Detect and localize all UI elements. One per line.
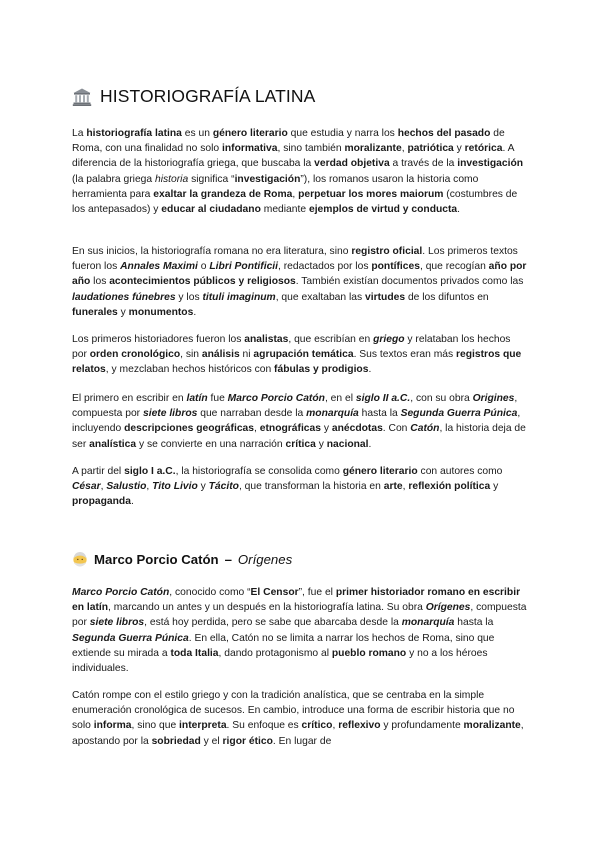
text-run: . Sus textos eran más <box>353 349 457 361</box>
emphasis-text: siete libros <box>142 408 198 420</box>
title-text: HISTORIOGRAFÍA LATINA <box>100 86 316 106</box>
text-run: , <box>100 481 107 493</box>
text-run: . <box>193 306 197 318</box>
emphasis-text: registro oficial <box>351 246 423 257</box>
emphasis-text: virtudes <box>365 291 406 303</box>
classical-building-icon <box>72 87 92 107</box>
text-run: y no a los héroes individuales. <box>72 647 488 675</box>
emphasis-text: siete libros <box>89 617 145 629</box>
emphasis-text: nacional <box>326 438 369 450</box>
text-run: , que escribían en <box>288 334 374 345</box>
text-run: y relataban los hechos por <box>72 334 511 361</box>
text-run: los <box>90 276 110 288</box>
emphasis-text: monarquía <box>306 408 359 420</box>
text-run: , sin <box>180 349 202 361</box>
emphasis-text: año por año <box>72 261 527 288</box>
text-run: y <box>320 423 332 435</box>
text-run: ”, fue el <box>298 587 336 598</box>
text-run: es un <box>181 128 213 139</box>
text-run: En sus inicios, la historiografía romana no era literatura, sino <box>72 246 352 257</box>
section-work: Orígenes <box>237 551 293 567</box>
emphasis-text: interpreta <box>179 720 227 732</box>
text-run: , en el <box>324 393 356 404</box>
section-dash: – <box>224 551 232 567</box>
emphasis-text: César <box>72 481 101 493</box>
emphasis-text: rigor ético <box>222 735 273 747</box>
emphasis-text: reflexión política <box>408 481 491 493</box>
emphasis-text: arte <box>383 481 403 493</box>
text-run: , marcando un antes y un después en la historiografía latina. Su obra <box>108 602 426 614</box>
text-run: y profundamente <box>380 720 464 732</box>
emphasis-text: latín <box>186 393 208 404</box>
text-run: , la historia deja de ser <box>72 423 526 450</box>
text-run: , apostando por la <box>72 720 524 747</box>
text-run: ”), los romanos usaron la historia como herramienta para <box>72 173 479 200</box>
emphasis-text: género literario <box>342 466 418 477</box>
emphasis-text: moralizante <box>344 143 402 155</box>
emphasis-text: propaganda <box>72 496 131 508</box>
emphasis-text: acontecimientos públicos y religiosos <box>109 276 296 288</box>
emphasis-text: El Censor <box>250 587 299 598</box>
text-run: . En ella, Catón no se limita a narrar los hechos de Roma, sino que extiende su mirada a <box>72 632 495 659</box>
text-run: , <box>332 720 339 732</box>
section-name: Marco Porcio Catón <box>94 551 219 567</box>
text-run: de los difuntos en <box>405 291 489 303</box>
paragraph-analysts <box>72 332 528 378</box>
emphasis-text: siglo I a.C. <box>124 466 176 477</box>
emphasis-text: etnográficas <box>259 423 321 435</box>
text-run: . A diferencia de la historiografía griega, que buscaba la <box>72 143 514 170</box>
text-run: de Roma, con una finalidad no solo <box>72 128 505 155</box>
emphasis-text: pontífices <box>371 261 420 273</box>
text-run: . Los primeros textos fueron los <box>72 246 518 273</box>
text-run: y se convierte en una narración <box>136 438 286 450</box>
emphasis-text: informativa <box>221 143 278 155</box>
text-run: que estudia y narra los <box>287 128 398 139</box>
text-run: . <box>368 364 372 376</box>
text-run: , que recogían <box>419 261 489 273</box>
text-run: , sino que <box>131 720 180 732</box>
emphasis-text: investigación <box>234 173 301 185</box>
text-run: , compuesta por <box>72 602 527 629</box>
text-run: significa “ <box>188 173 235 185</box>
emphasis-text: Orígenes <box>425 602 471 614</box>
text-run: , compuesta por <box>72 393 518 420</box>
emphasis-text: sobriedad <box>151 735 201 747</box>
emphasis-text: tituli imaginum <box>202 291 276 303</box>
emphasis-text: retórica <box>464 143 503 155</box>
text-run: A partir del <box>72 466 125 477</box>
emphasis-text: género literario <box>212 128 288 139</box>
emphasis-text: crítico <box>301 720 333 732</box>
emphasis-text: perpetuar los mores maiorum <box>298 188 444 200</box>
text-run: ni <box>239 349 254 361</box>
text-run: . <box>457 204 461 216</box>
text-run: , redactados por los <box>278 261 372 273</box>
paragraph-caton-bio <box>72 585 528 676</box>
emphasis-text: monarquía <box>401 617 455 629</box>
text-run: , <box>146 481 153 493</box>
paragraph-intro <box>72 126 528 217</box>
text-run: , que exaltaban las <box>275 291 366 303</box>
text-run: hasta la <box>454 617 494 629</box>
emphasis-text: toda Italia <box>170 647 219 659</box>
text-run: , <box>254 423 260 435</box>
text-run: y <box>490 481 499 493</box>
emphasis-text: Tito Livio <box>152 481 198 493</box>
emphasis-text: Segunda Guerra Púnica <box>400 408 518 420</box>
text-run: , con su obra <box>410 393 473 404</box>
emphasis-text: ejemplos de virtud y conducta <box>308 204 458 216</box>
text-run: . También existían documentos privados como las <box>295 276 524 288</box>
emphasis-text: reflexivo <box>338 720 381 732</box>
emphasis-text: informa <box>93 720 132 732</box>
emphasis-text: fábulas y prodigios <box>274 364 369 376</box>
text-run: Los primeros historiadores fueron los <box>72 334 245 345</box>
emphasis-text: agrupación temática <box>253 349 354 361</box>
paragraph-origins <box>72 244 528 320</box>
text-run: . <box>130 496 134 508</box>
emphasis-text: anécdotas <box>331 423 383 435</box>
emphasis-text: educar al ciudadano <box>161 204 261 216</box>
text-run: . Con <box>382 423 411 435</box>
text-run: La <box>72 128 87 139</box>
emphasis-text: Marco Porcio Catón <box>227 393 325 404</box>
text-run: o <box>197 261 210 273</box>
emphasis-text: verdad objetiva <box>314 158 390 170</box>
text-run: a través de la <box>389 158 458 170</box>
emphasis-text: Marco Porcio Catón <box>72 587 170 598</box>
text-run: , está hoy perdida, pero se sabe que abarcaba desde la <box>144 617 402 629</box>
emphasis-text: analistas <box>244 334 289 345</box>
text-run: fue <box>207 393 228 404</box>
text-run: y los <box>175 291 203 303</box>
emphasis-text: Origines <box>472 393 515 404</box>
paragraph-caton-summary <box>72 391 528 452</box>
text-run: . <box>368 438 372 450</box>
document-title <box>72 86 315 107</box>
emphasis-text: Segunda Guerra Púnica <box>72 632 189 644</box>
text-run: mediante <box>260 204 309 216</box>
text-run: , conocido como “ <box>169 587 251 598</box>
text-run: , incluyendo <box>72 408 521 435</box>
text-run: , <box>402 481 409 493</box>
text-run: , sino también <box>277 143 345 155</box>
text-run: . Su enfoque es <box>226 720 302 732</box>
emphasis-text: primer historiador romano en escribir en latín <box>72 587 521 614</box>
emphasis-text: orden cronológico <box>89 349 181 361</box>
person-face-icon <box>72 551 88 567</box>
text-run: , que transforman la historia en <box>238 481 384 493</box>
text-run: y <box>117 306 129 318</box>
emphasis-text: funerales <box>72 306 118 318</box>
emphasis-text: griego <box>373 334 405 345</box>
text-run: El primero en escribir en <box>72 393 187 404</box>
text-run: Catón rompe con el estilo griego y con la tradición analística, que se centraba en la simple enumeración cronológica de sucesos. En cambio, introduce una forma de escribir historia que no solo <box>72 690 515 732</box>
emphasis-text: historia <box>155 173 189 185</box>
emphasis-text: Tácito <box>208 481 239 493</box>
text-run: y <box>315 438 327 450</box>
text-run: y el <box>200 735 223 747</box>
emphasis-text: crítica <box>285 438 316 450</box>
text-run: , dando protagonismo al <box>218 647 332 659</box>
emphasis-text: registros que relatos <box>72 349 522 376</box>
text-run: con autores como <box>417 466 503 477</box>
emphasis-text: siglo II a.C. <box>355 393 411 404</box>
emphasis-text: Catón <box>410 423 440 435</box>
emphasis-text: historiografía latina <box>86 128 182 139</box>
text-run: , y mezclaban hechos históricos con <box>105 364 275 376</box>
emphasis-text: análisis <box>201 349 240 361</box>
emphasis-text: hechos del pasado <box>397 128 491 139</box>
emphasis-text: descripciones geográficas <box>124 423 255 435</box>
emphasis-text: Libri Pontificii <box>209 261 279 273</box>
text-run: . En lugar de <box>272 735 332 747</box>
emphasis-text: investigación <box>457 158 524 170</box>
text-run: y <box>197 481 209 493</box>
emphasis-text: moralizante <box>463 720 521 732</box>
text-run: y <box>453 143 465 155</box>
emphasis-text: monumentos <box>128 306 194 318</box>
emphasis-text: analística <box>89 438 137 450</box>
emphasis-text: laudationes fúnebres <box>72 291 176 303</box>
emphasis-text: Annales Maximi <box>120 261 198 273</box>
emphasis-text: pueblo romano <box>331 647 407 659</box>
text-run: , la historiografía se consolida como <box>175 466 343 477</box>
emphasis-text: Salustio <box>106 481 147 493</box>
text-run: , <box>292 188 299 200</box>
text-run: (costumbres de los antepasados) y <box>72 188 518 216</box>
emphasis-text: exaltar la grandeza de Roma <box>153 188 293 200</box>
text-run: que narraban desde la <box>197 408 307 420</box>
paragraph-first-century <box>72 464 528 510</box>
paragraph-caton-style <box>72 688 528 749</box>
text-run: (la palabra griega <box>72 173 155 185</box>
emphasis-text: patriótica <box>407 143 454 155</box>
text-run: , <box>401 143 408 155</box>
section-heading <box>72 551 292 567</box>
text-run: hasta la <box>358 408 401 420</box>
